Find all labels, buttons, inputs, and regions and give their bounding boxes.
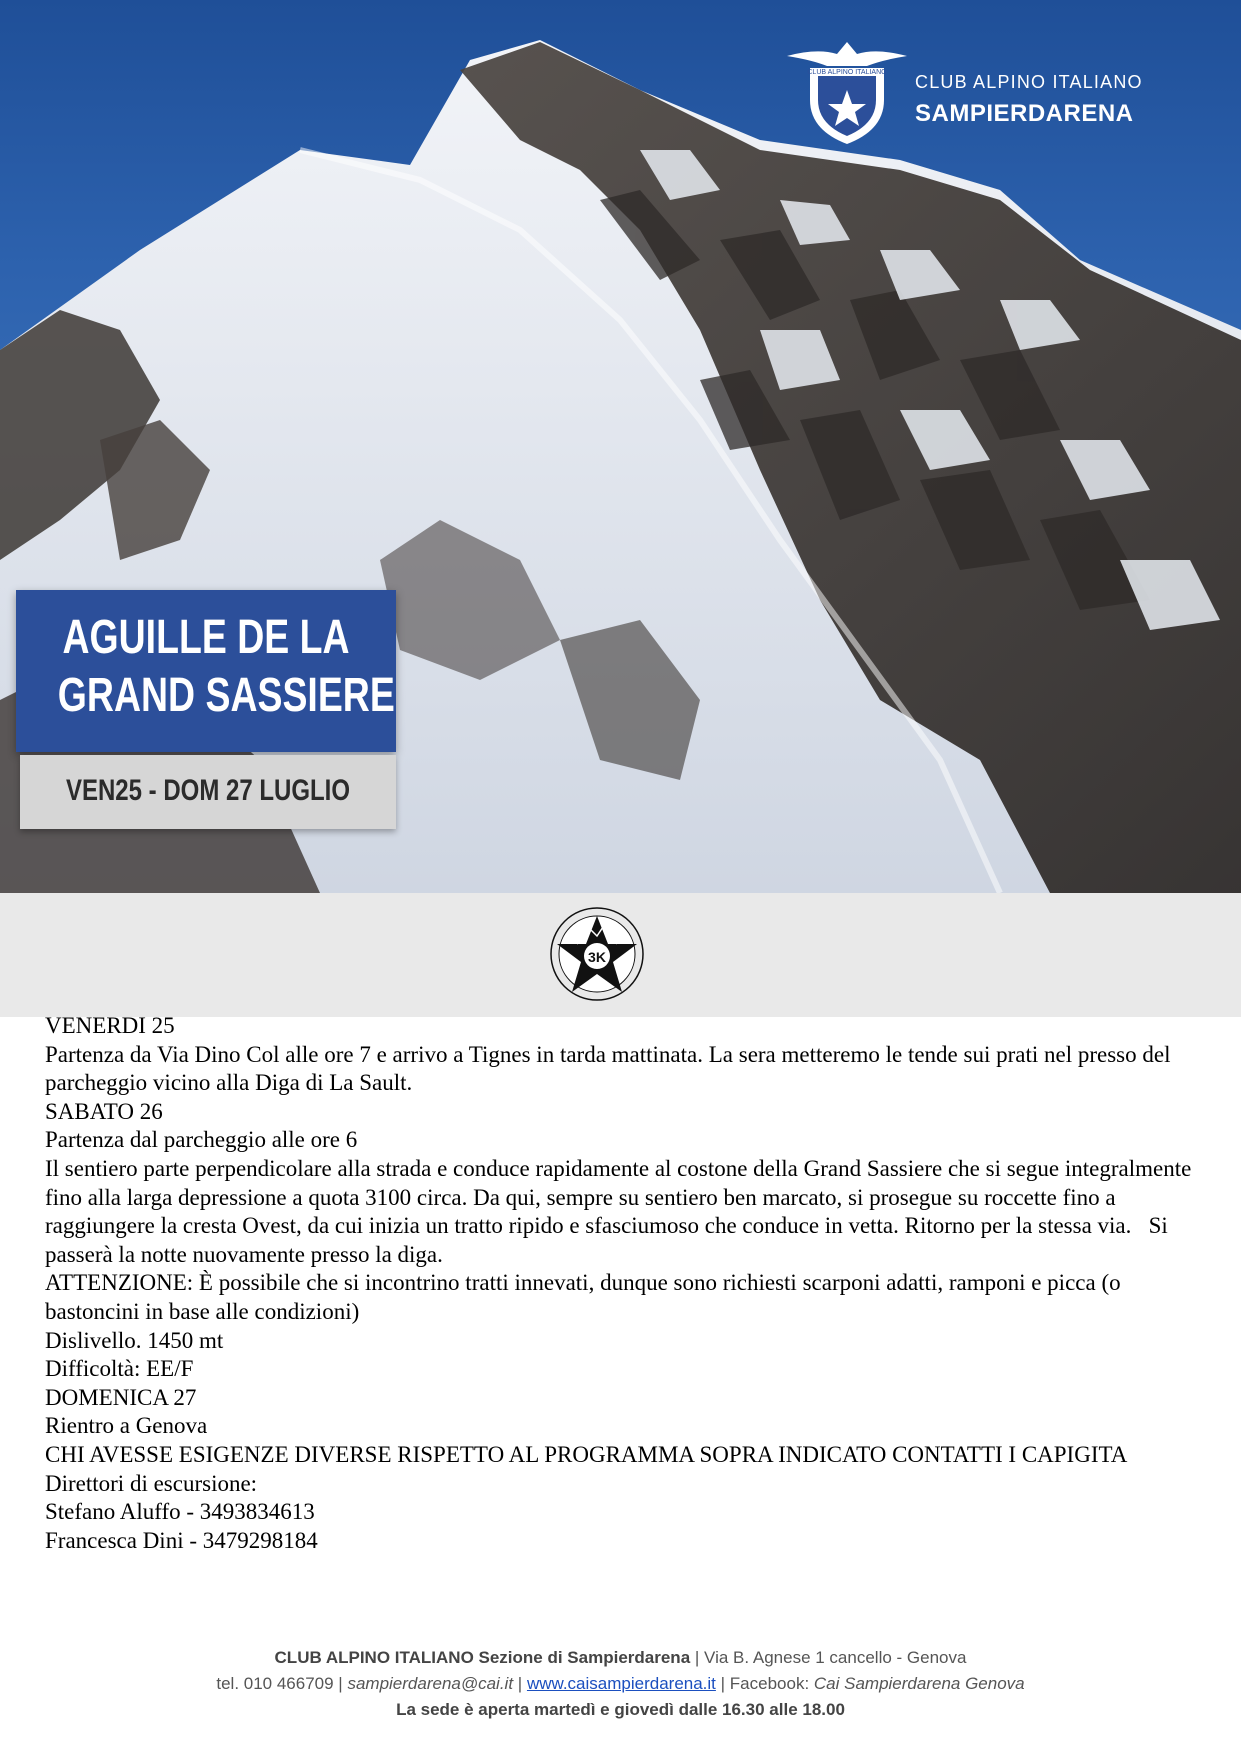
contact-note: CHI AVESSE ESIGENZE DIVERSE RISPETTO AL PROGRAMMA SOPRA INDICATO CONTATTI I CAPIGITA (45, 1441, 1128, 1467)
footer-separator: | (690, 1648, 705, 1667)
day2-start: Partenza dal parcheggio alle ore 6 (45, 1127, 358, 1153)
eagle-emblem-icon (782, 38, 912, 148)
svg-text:CLUB ALPINO ITALIANO: CLUB ALPINO ITALIANO (807, 69, 887, 76)
footer-line-2 (0, 1671, 1241, 1697)
date-box (20, 755, 396, 829)
day2-text: Il sentiero parte perpendicolare alla strada e conduce rapidamente al costone della Grand Sassiere che si segue integralmente fino alla larga depressione a quota 3100 circa. Da qui, sempre su sentiero ben marcato, si prosegue su roccette fino a raggiungere la cresta Ovest, da cui inizia un tratto ripido e sfasciumoso che conduce in vetta. Ritorno per la stessa via. Si passerà la notte nuovamente presso la diga. (45, 1155, 1198, 1267)
group-3k-badge-icon (547, 904, 647, 1004)
day1-heading: VENERDI 25 (45, 1013, 175, 1038)
day1-text: Partenza da Via Dino Col alle ore 7 e arrivo a Tignes in tarda mattinata. La sera metteremo le tende sui prati nel presso del parcheggio vicino alla Diga di La Sault. (45, 1041, 1171, 1096)
footer-line-1 (0, 1645, 1241, 1671)
day2-heading: SABATO 26 (45, 1098, 163, 1124)
title-line-1: AGUILLE DE LA (62, 611, 350, 664)
title-box (16, 590, 396, 752)
footer-org: CLUB ALPINO ITALIANO Sezione di Sampierdarena (274, 1648, 691, 1667)
day3-heading: DOMENICA 27 (45, 1384, 197, 1410)
elevation-gain: Dislivello. 1450 mt (45, 1327, 224, 1353)
cai-logo (782, 38, 1142, 148)
difficulty: Difficoltà: EE/F (45, 1356, 194, 1382)
footer-address: Via B. Agnese 1 cancello - Genova (704, 1648, 967, 1667)
footer-separator: | (513, 1674, 527, 1693)
footer-opening-hours: La sede è aperta martedì e giovedì dalle 16.30 alle 18.00 (396, 1700, 845, 1719)
director-1: Stefano Aluffo - 3493834613 (45, 1499, 315, 1525)
footer-facebook-label: Facebook: (729, 1674, 814, 1693)
footer-separator: | (715, 1674, 730, 1693)
footer-facebook-value: Cai Sampierdarena Genova (813, 1674, 1025, 1693)
org-name-line1: CLUB ALPINO ITALIANO (915, 72, 1143, 92)
directors-label: Direttori di escursione: (45, 1470, 258, 1496)
footer-separator: | (333, 1674, 348, 1693)
footer-phone: tel. 010 466709 (216, 1674, 334, 1693)
day3-text: Rientro a Genova (45, 1413, 208, 1439)
warning-text: ATTENZIONE: È possibile che si incontrino tratti innevati, dunque sono richiesti scarponi adatti, ramponi e picca (o bastoncini in base alle condizioni) (45, 1270, 1121, 1324)
title-line-2: GRAND SASSIERE (57, 669, 395, 722)
itinerary-text (45, 1012, 1205, 1555)
director-2: Francesca Dini - 3479298184 (45, 1527, 318, 1553)
footer-website-link[interactable]: www.caisampierdarena.it (526, 1674, 716, 1693)
org-name-line2: SAMPIERDARENA (915, 100, 1134, 127)
footer (0, 1645, 1241, 1723)
event-dates: VEN25 - DOM 27 LUGLIO (65, 774, 351, 807)
badge-label: 3K (588, 949, 606, 965)
footer-email[interactable]: sampierdarena@cai.it (347, 1674, 514, 1693)
